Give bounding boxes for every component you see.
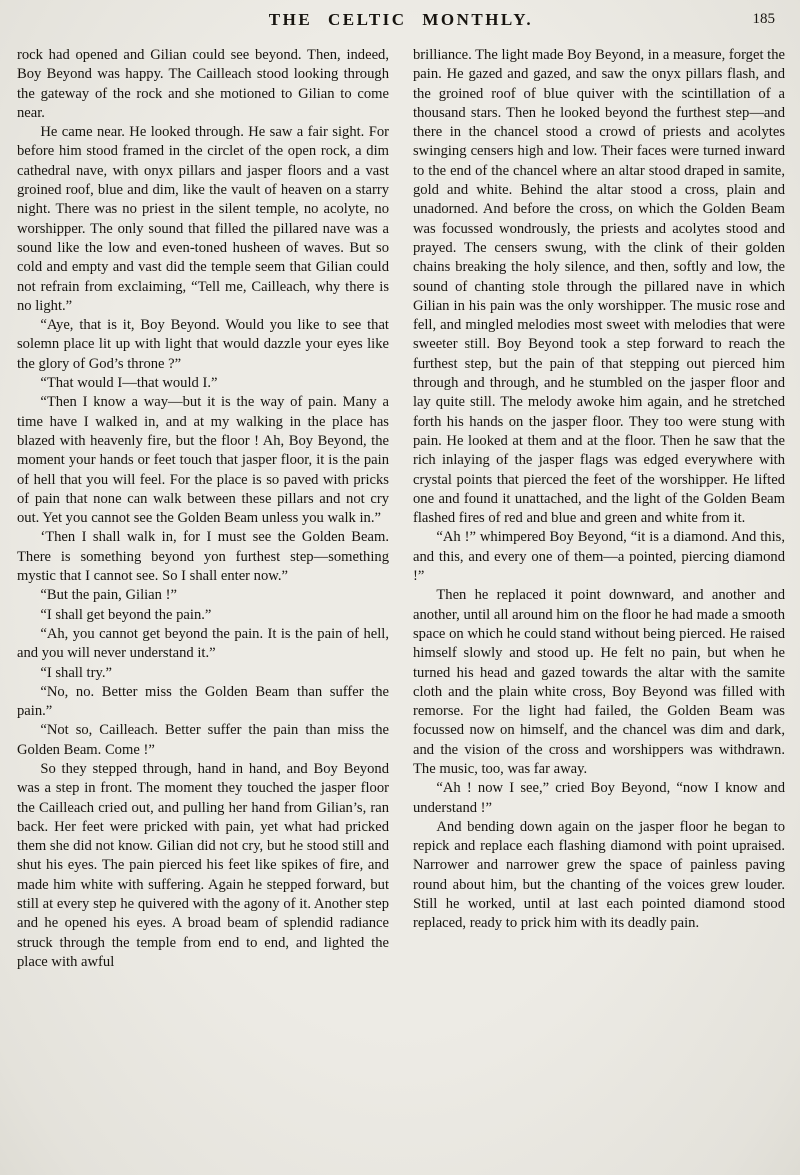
paragraph: brilliance. The light made Boy Beyond, in a measure, forget the pain. He gazed and gazed, and saw the onyx pillars flash, and the groined roof of blue quiver with the scintillation of a thousand stars. Then he looked beyond the furthest step—and there in the chancel stood a crowd of priests and acolytes swinging censers high and low. Their faces were turned inward to the end of the chancel where an altar stood draped in samite, gold and white. Behind the altar stood a cross, plain and unadorned. And before the cross, on which the Golden Beam was focussed wondrously, the priests and acolytes stood and prayed. The censers swung, with the clink of their golden chains breaking the holy silence, and then, softly and low, the sound of chanting stole through the pillared nave in which Gilian in his pain was the only worshipper. The music rose and fell, and mingled melodies most sweet with melodies that were sweeter still. Boy Beyond took a step forward to reach the furthest step, but the pain of that stepping out pierced him through and through, and he stumbled on the jasper floor and lay quite still. The melody awoke him again, and he stretched forth his hands on the jasper floor. They too were stung with pain. He looked at them and at the floor. Then he saw that the rich inlaying of the jasper flags was edged everywhere with crystal points that pierced the feet of the worshipper. He lifted one and found it unattached, and the light of the Golden Beam flashed fires of red and blue and green and white from it.	[413, 47, 785, 527]
paragraph: “That would I—that would I.”	[40, 375, 218, 392]
paragraph: He came near. He looked through. He saw a fair sight. For before him stood framed in the circlet of the open rock, a dim cathedral nave, with onyx pillars and jasper floors and a vast groined roof, blue and dim, like the vault of heaven on a starry night. There was no priest in the silent temple, no acolyte, no worshipper. The only sound that filled the pillared nave was a sound like the low and even-toned husheen of waves. But so cold and empty and vast did the temple seem that Gilian could not refrain from exclaiming, “Tell me, Cailleach, why there is no light.”	[17, 124, 389, 314]
paragraph: “Ah !” whimpered Boy Beyond, “it is a diamond. And this, and this, and every one of them—a pointed, piercing diamond !”	[413, 529, 785, 585]
right-column	[413, 46, 785, 972]
paragraph: “Then I know a way—but it is the way of pain. Many a time have I walked in, and at my walking in the place has blazed with heavenly fire, but the floor ! Ah, Boy Beyond, the moment your hands or feet touch that jasper floor, it is the pain of hell that you will feel. For the place is so paved with pricks of pain that none can walk between these pillars and not cry out. Yet you cannot see the Golden Beam unless you walk in.”	[17, 394, 389, 527]
paragraph: rock had opened and Gilian could see beyond. Then, indeed, Boy Beyond was happy. The Cailleach stood looking through the gateway of the rock and she motioned to Gilian to come near.	[17, 47, 389, 121]
paragraph: “Ah ! now I see,” cried Boy Beyond, “now I know and understand !”	[413, 780, 785, 816]
text-columns	[17, 46, 785, 972]
left-column	[17, 46, 389, 972]
paragraph: “I shall get beyond the pain.”	[40, 606, 212, 623]
paragraph: And bending down again on the jasper floor he began to repick and replace each flashing diamond with point upraised. Narrower and narrower grew the space of painless paving round about him, but the chanting of the voices grew louder. Still he worked, until at last each pointed diamond stood replaced, ready to prick him with its deadly pain.	[413, 818, 785, 932]
page-header	[17, 8, 785, 34]
paragraph: Then he replaced it point downward, and another and another, until all around him on the floor he had made a smooth space on which he could stand without being pierced. He raised himself slowly and stood up. He felt no pain, but when he turned his head and gazed towards the altar with the samite cloth and the plain white cross, Boy Beyond was filled with remorse. For the light had failed, the Golden Beam was focussed now on himself, and the chancel was dim and dark, and the vision of the cross and worshippers was withdrawn. The music, too, was far away.	[413, 587, 785, 777]
paragraph: “Aye, that is it, Boy Beyond. Would you like to see that solemn place lit up with light that would dazzle your eyes like the glory of God’s throne ?”	[17, 317, 389, 372]
paragraph: “But the pain, Gilian !”	[40, 587, 177, 604]
paragraph: “No, no. Better miss the Golden Beam than suffer the pain.”	[17, 683, 389, 720]
page-number: 185	[752, 11, 775, 27]
paragraph: So they stepped through, hand in hand, and Boy Beyond was a step in front. The moment they touched the jasper floor the Cailleach cried out, and pulling her hand from Gilian’s, ran back. Her feet were pricked with pain, yet what had pricked them she did not know. Gilian did not cry, but he stood still and shut his eyes. The pain pierced his feet like spikes of fire, and made him white with suffering. Again he stepped forward, but still at every step he quivered with the agony of it. Another step and he opened his eyes. A broad beam of splendid radiance struck through the temple from end to end, and lighted the place with awful	[17, 760, 389, 970]
paragraph: ‘Then I shall walk in, for I must see the Golden Beam. There is something beyond yon furthest step—something mystic that I cannot see. So I shall enter now.”	[17, 529, 389, 585]
paragraph: “Not so, Cailleach. Better suffer the pain than miss the Golden Beam. Come !”	[17, 722, 389, 758]
paragraph: “Ah, you cannot get beyond the pain. It is the pain of hell, and you will never understand it.”	[17, 625, 389, 662]
paragraph: “I shall try.”	[40, 664, 112, 681]
running-title: THE CELTIC MONTHLY.	[268, 10, 534, 29]
